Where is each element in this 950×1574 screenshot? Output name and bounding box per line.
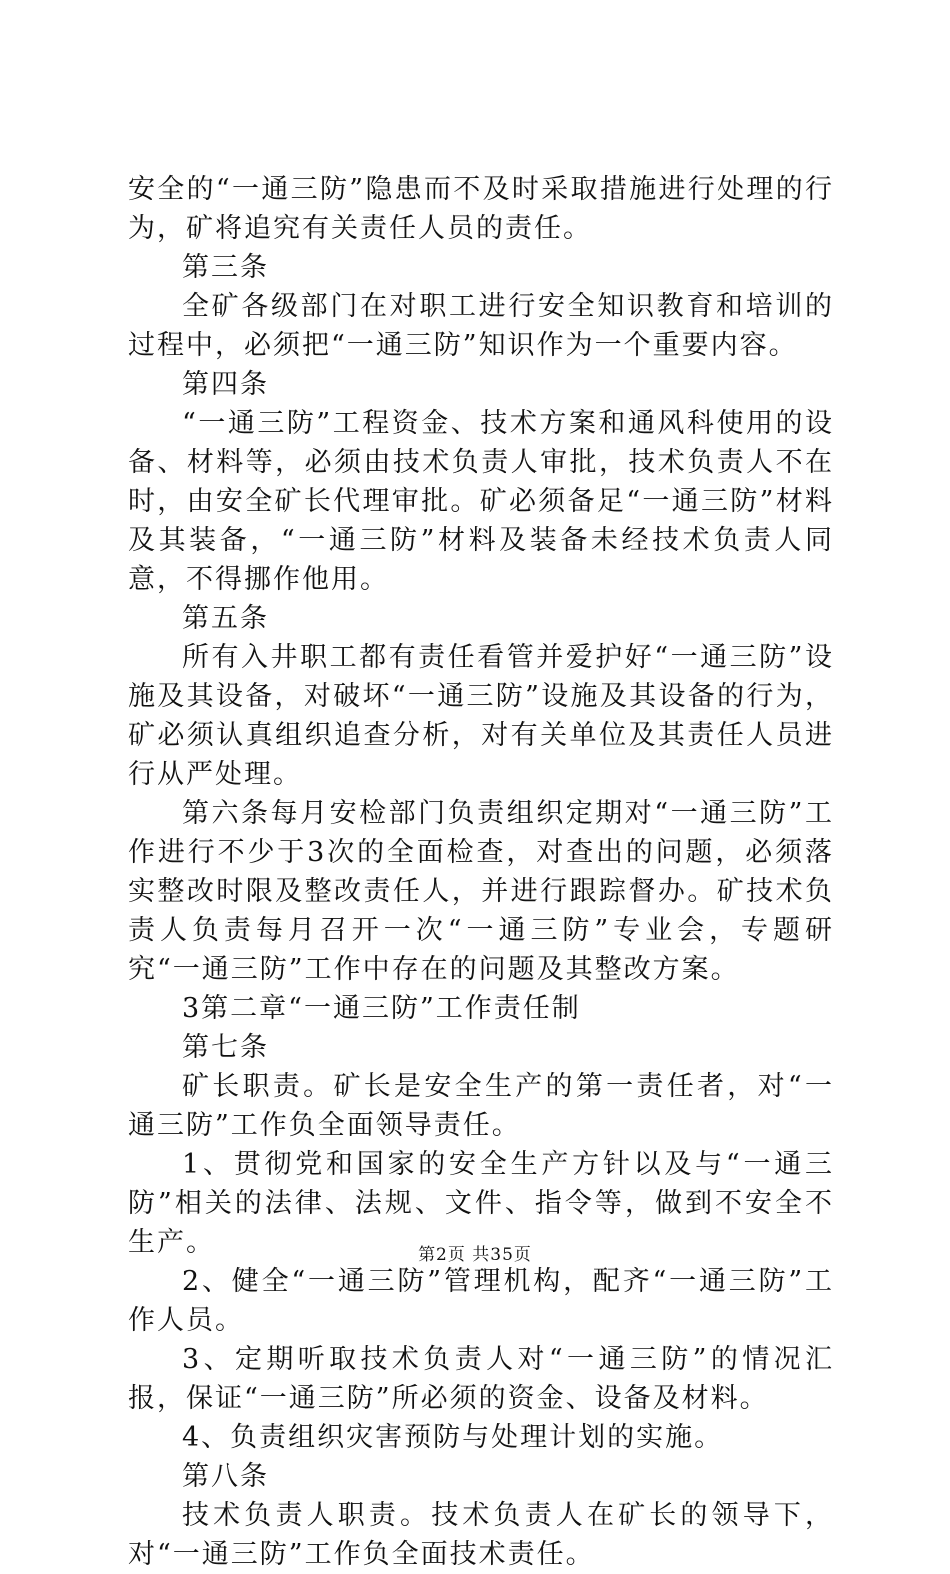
page-footer [0,1244,950,1266]
article-heading-4: 第四条 [182,369,269,400]
list-item: 1、贯彻党和国家的安全生产方针以及与“一通三防”相关的法律、法规、文件、指令等，做到不安全不生产。 [128,1149,834,1258]
article-heading-7: 第七条 [182,1032,269,1063]
article-heading-5: 第五条 [182,603,269,634]
page-number: 第2页 共35页 [418,1245,532,1265]
article-heading-3: 第三条 [182,252,269,283]
paragraph: 技术负责人职责。技术负责人在矿长的领导下，对“一通三防”工作负全面技术责任。 [128,1500,834,1570]
paragraph-continuation: 安全的“一通三防”隐患而不及时采取措施进行处理的行为，矿将追究有关责任人员的责任。 [128,174,834,244]
list-item: 2、健全“一通三防”管理机构，配齐“一通三防”工作人员。 [128,1266,834,1336]
paragraph: 第六条每月安检部门负责组织定期对“一通三防”工作进行不少于3次的全面检查，对查出的问题，必须落实整改时限及整改责任人，并进行跟踪督办。矿技术负责人负责每月召开一次“一通三防”专业会，专题研究“一通三防”工作中存在的问题及其整改方案。 [128,798,834,985]
paragraph: 所有入井职工都有责任看管并爱护好“一通三防”设施及其设备，对破坏“一通三防”设施及其设备的行为，矿必须认真组织追查分析，对有关单位及其责任人员进行从严处理。 [128,642,834,790]
document-body [128,170,834,1574]
chapter-heading: 3第二章“一通三防”工作责任制 [182,993,581,1024]
paragraph: 矿长职责。矿长是安全生产的第一责任者，对“一通三防”工作负全面领导责任。 [128,1071,834,1141]
paragraph: “一通三防”工程资金、技术方案和通风科使用的设备、材料等，必须由技术负责人审批，技术负责人不在时，由安全矿长代理审批。矿必须备足“一通三防”材料及其装备，“一通三防”材料及装备未经技术负责人同意，不得挪作他用。 [128,408,834,595]
list-item: 4、负责组织灾害预防与处理计划的实施。 [182,1422,724,1453]
paragraph: 全矿各级部门在对职工进行安全知识教育和培训的过程中，必须把“一通三防”知识作为一个重要内容。 [128,291,834,361]
article-heading-8: 第八条 [182,1461,269,1492]
list-item: 3、定期听取技术负责人对“一通三防”的情况汇报，保证“一通三防”所必须的资金、设备及材料。 [128,1344,834,1414]
